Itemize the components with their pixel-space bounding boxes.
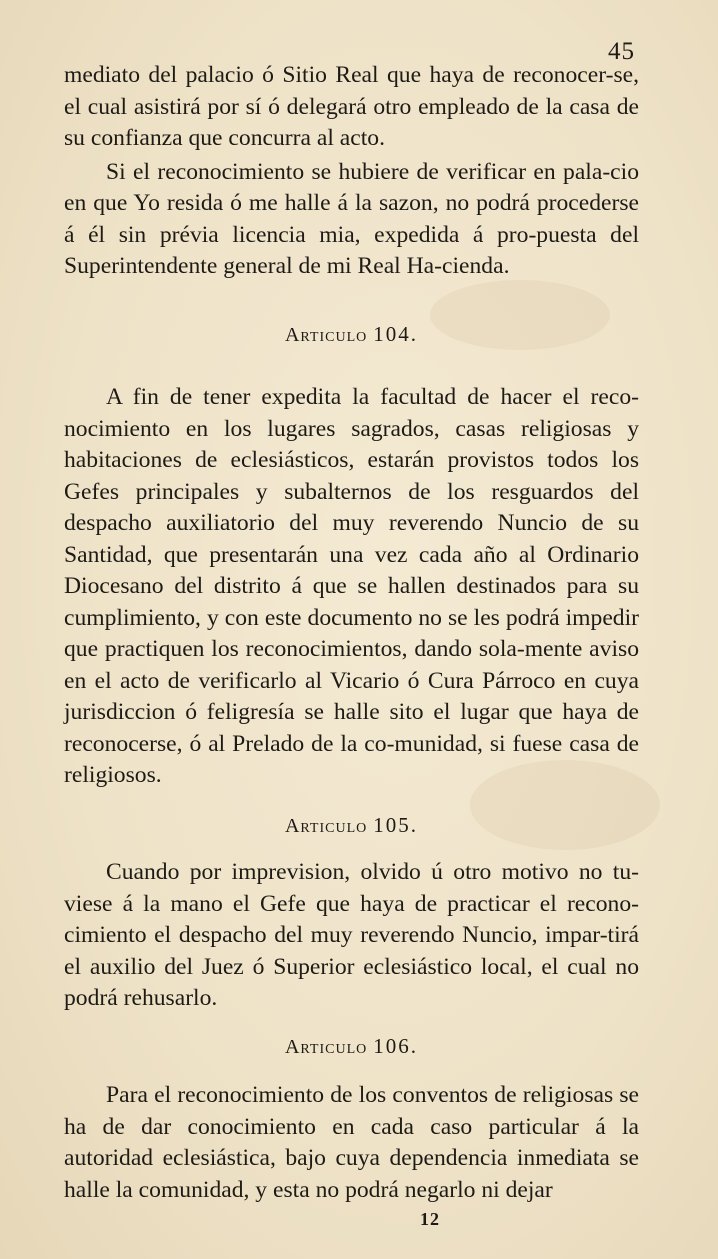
page-number: 45 (608, 38, 635, 65)
article-heading-106 (64, 1034, 639, 1059)
article-number: 105. (373, 813, 418, 837)
article-number: 104. (373, 322, 418, 346)
paragraph: Si el reconocimiento se hubiere de verificar en pala-cio en que Yo resida ó me halle á la sazon, no podrá procederse á él sin prévia licencia mia, expedida á pro-puesta del Superintendente general de mi Real Ha-cienda. (64, 158, 639, 279)
article-106-text (64, 1080, 639, 1206)
article-heading-105 (64, 813, 639, 838)
article-105-text (64, 857, 639, 1015)
paragraph: Cuando por imprevision, olvido ú otro motivo no tu-viese á la mano el Gefe que haya de practicar el recono-cimiento el despacho del muy reverendo Nuncio, impar-tirá el auxilio del Juez ó Superior eclesiástico local, el cual no podrá rehusarlo. (64, 859, 639, 1011)
intro-text (64, 60, 639, 283)
paragraph: mediato del palacio ó Sitio Real que haya de reconocer-se, el cual asistirá por sí ó delegará otro empleado de la casa de su confianza que concurra al acto. (64, 62, 639, 151)
article-104-text (64, 382, 639, 792)
heading-label: Articulo (284, 815, 368, 837)
paragraph: A fin de tener expedita la facultad de hacer el reco-nocimiento en los lugares sagrados, casas religiosas y habitaciones de eclesiásticos, estarán provistos todos los Gefes principales y subalternos de los resguardos del despacho auxiliatorio del muy reverendo Nuncio de su Santidad, que presentarán una vez cada año al Ordinario Diocesano del distrito á que se hallen destinados para su cumplimiento, y con este documento no se les podrá impedir que practiquen los reconocimientos, dando sola-mente aviso en el acto de verificarlo al Vicario ó Cura Párroco en cuya jurisdiccion ó feligresía se halle sito el lugar que haya de reconocerse, ó al Prelado de la co-munidad, si fuese casa de religiosos. (64, 384, 639, 788)
article-number: 106. (373, 1034, 418, 1058)
heading-label: Articulo (284, 324, 368, 346)
paragraph: Para el reconocimiento de los conventos de religiosas se ha de dar conocimiento en cada caso particular á la autoridad eclesiástica, bajo cuya dependencia inmediata se halle la comunidad, y esta no podrá negarlo ni dejar (64, 1082, 639, 1203)
article-heading-104 (64, 322, 639, 347)
signature-mark: 12 (420, 1209, 440, 1229)
heading-label: Articulo (284, 1036, 368, 1058)
